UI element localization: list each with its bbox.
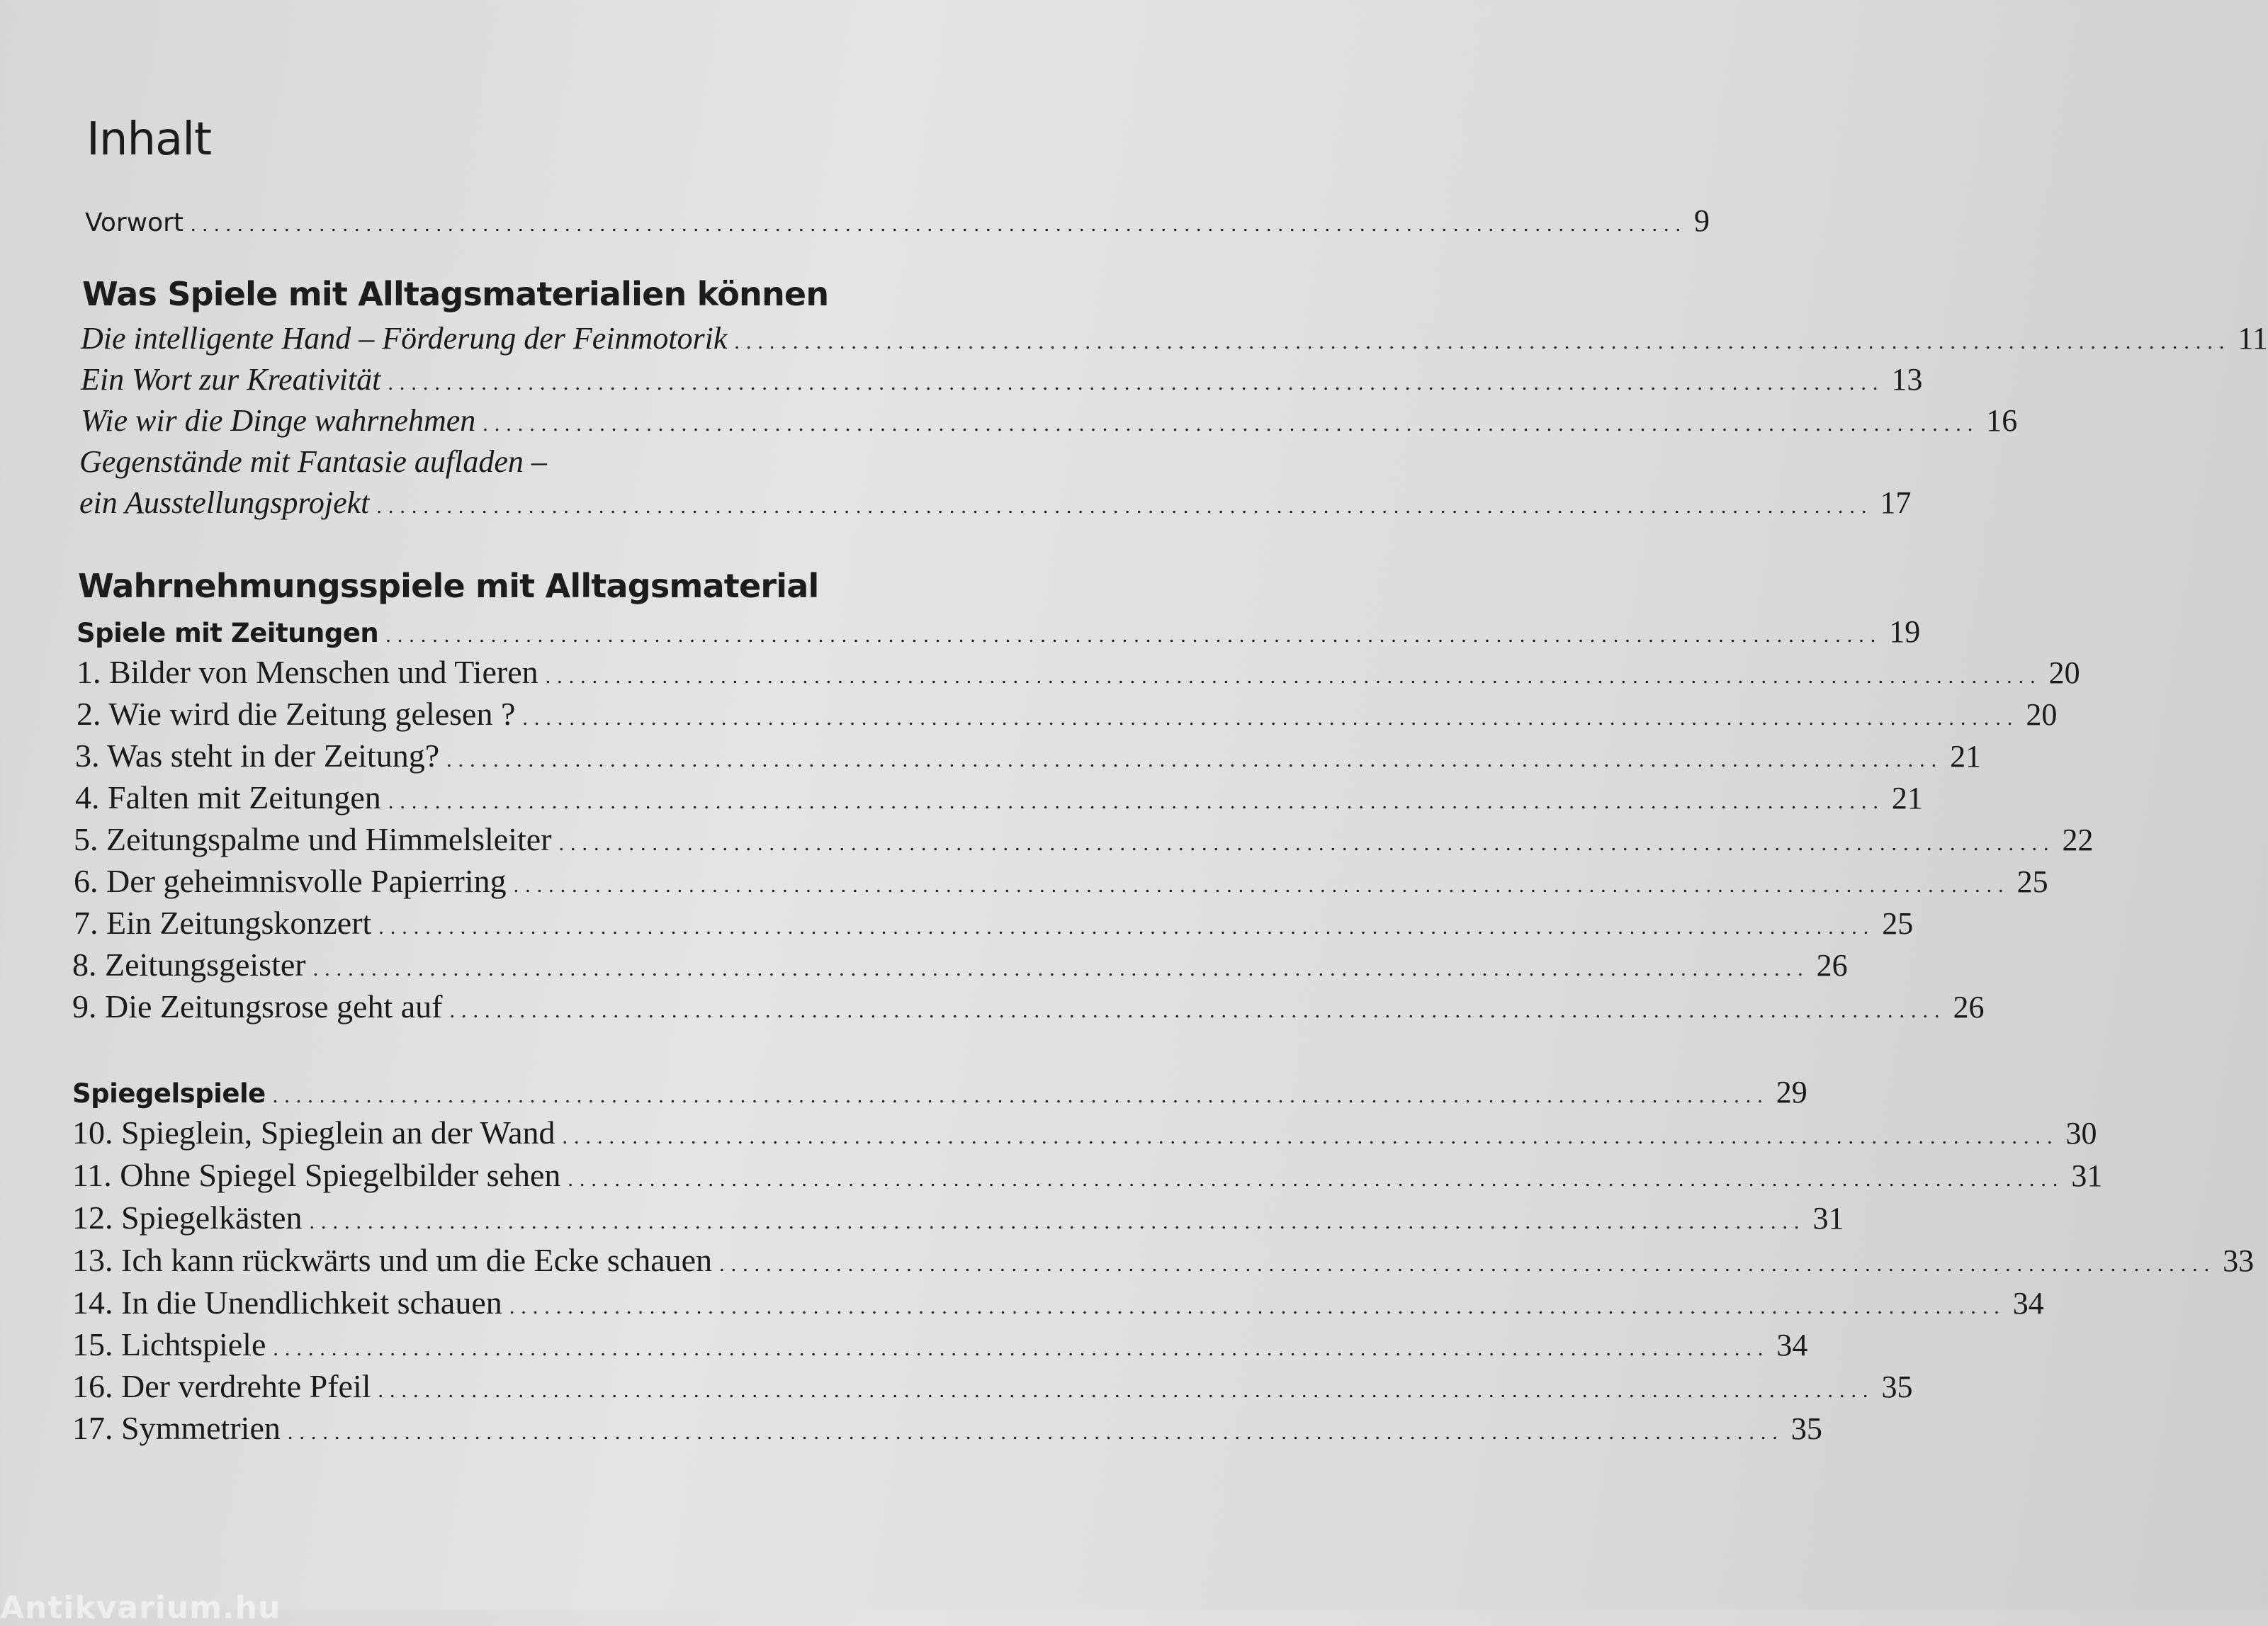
toc-entry bbox=[72, 988, 1985, 1025]
toc-entry bbox=[72, 1114, 2097, 1151]
toc-entry-label-line1: Gegenstände mit Fantasie aufladen – bbox=[79, 444, 547, 479]
page-number: 31 bbox=[1812, 1201, 1844, 1236]
toc-entry-label: 16. Der verdrehte Pfeil bbox=[72, 1368, 371, 1404]
leader-dots: ................................................................................................................................ bbox=[545, 665, 2042, 688]
toc-entry-label: 1. Bilder von Menschen und Tieren bbox=[77, 654, 538, 690]
toc-entry-label: 11. Ohne Spiegel Spiegelbilder sehen bbox=[72, 1157, 561, 1193]
leader-dots: ................................................................................................................................ bbox=[376, 495, 1873, 518]
toc-entry bbox=[72, 1199, 1844, 1236]
toc-entry bbox=[72, 946, 1848, 983]
toc-entry-label: Wie wir die Dinge wahrnehmen bbox=[81, 403, 476, 438]
toc-entry bbox=[77, 695, 2058, 733]
leader-dots: ................................................................................................................................ bbox=[191, 213, 1688, 236]
toc-entry bbox=[77, 653, 2080, 691]
toc-entry-label: Ein Wort zur Kreativität bbox=[81, 362, 381, 397]
toc-entry bbox=[75, 737, 1982, 774]
toc-entry bbox=[79, 485, 1912, 521]
toc-entry bbox=[74, 904, 1914, 942]
toc-entry-label: 8. Zeitungsgeister bbox=[72, 947, 306, 983]
page-number: 13 bbox=[1891, 362, 1923, 397]
toc-entry bbox=[72, 1367, 1913, 1405]
page-number: 11 bbox=[2238, 321, 2268, 356]
leader-dots: ................................................................................................................................ bbox=[522, 706, 2019, 730]
toc-entry bbox=[72, 1284, 2044, 1321]
toc-entry-label: 3. Was steht in der Zeitung? bbox=[75, 738, 440, 774]
page-number: 25 bbox=[2016, 864, 2048, 899]
toc-entry-label: Die intelligente Hand – Förderung der Feinmotorik bbox=[81, 321, 728, 356]
leader-dots: ................................................................................................................................ bbox=[309, 1210, 1806, 1233]
toc-entry bbox=[72, 1409, 1822, 1447]
leader-dots: ................................................................................................................................ bbox=[378, 915, 1875, 939]
toc-entry-label: 10. Spieglein, Spieglein an der Wand bbox=[72, 1114, 555, 1151]
toc-entry bbox=[75, 779, 1923, 816]
toc-entry-label: 5. Zeitungspalme und Himmelsleiter bbox=[74, 821, 552, 857]
toc-entry-label: 13. Ich kann rückwärts und um die Ecke schauen bbox=[72, 1242, 713, 1278]
toc-group-heading bbox=[77, 614, 1921, 650]
page-number: 29 bbox=[1776, 1075, 1807, 1110]
leader-dots: ................................................................................................................................ bbox=[446, 748, 1943, 772]
section-heading-1: Was Spiele mit Alltagsmaterialien können bbox=[82, 275, 829, 313]
toc-entry-label: 17. Symmetrien bbox=[72, 1410, 281, 1446]
leader-dots: ................................................................................................................................ bbox=[287, 1421, 1784, 1444]
page-number: 20 bbox=[2048, 655, 2080, 690]
toc-entry bbox=[72, 1241, 2255, 1279]
toc-entry bbox=[81, 320, 2268, 356]
toc-entry-label: Vorwort bbox=[85, 208, 184, 237]
page-number: 33 bbox=[2223, 1243, 2255, 1278]
page-number: 34 bbox=[2012, 1286, 2044, 1321]
toc-entry-vorwort bbox=[85, 203, 1710, 239]
watermark: Antikvarium.hu bbox=[0, 1590, 281, 1626]
toc-entry bbox=[81, 402, 2018, 439]
toc-entry-label: 15. Lichtspiele bbox=[72, 1326, 266, 1362]
toc-group-heading bbox=[72, 1074, 1807, 1110]
leader-dots: ................................................................................................................................ bbox=[273, 1337, 1770, 1360]
toc-entry-label: 7. Ein Zeitungskonzert bbox=[74, 905, 372, 941]
leader-dots: ................................................................................................................................ bbox=[558, 832, 2055, 855]
leader-dots: ................................................................................................................................ bbox=[272, 1084, 1769, 1107]
page-number: 30 bbox=[2065, 1116, 2097, 1151]
toc-entry bbox=[72, 1326, 1808, 1363]
toc-entry-label-line2: ein Ausstellungsprojekt bbox=[79, 485, 370, 520]
page-number: 22 bbox=[2062, 823, 2094, 857]
toc-entry-label: 6. Der geheimnisvolle Papierring bbox=[74, 863, 507, 899]
leader-dots: ................................................................................................................................ bbox=[562, 1125, 2059, 1148]
page-number: 31 bbox=[2071, 1158, 2103, 1193]
page-number: 25 bbox=[1882, 906, 1914, 941]
page-number: 17 bbox=[1880, 485, 1912, 520]
leader-dots: ................................................................................................................................ bbox=[385, 623, 1883, 647]
toc-group-label: Spiele mit Zeitungen bbox=[77, 618, 379, 648]
leader-dots: ................................................................................................................................ bbox=[509, 1295, 2006, 1319]
toc-entry-label: 4. Falten mit Zeitungen bbox=[75, 779, 381, 815]
toc-entry-label: 9. Die Zeitungsrose geht auf bbox=[72, 988, 443, 1024]
page-number: 35 bbox=[1790, 1411, 1822, 1446]
page-number: 16 bbox=[1986, 403, 2018, 438]
leader-dots: ................................................................................................................................ bbox=[734, 330, 2231, 354]
leader-dots: ................................................................................................................................ bbox=[568, 1168, 2065, 1191]
page-number: 19 bbox=[1889, 614, 1921, 649]
toc-entry bbox=[74, 862, 2048, 900]
toc-entry-label: 12. Spiegelkästen bbox=[72, 1199, 303, 1236]
toc-entry bbox=[72, 1156, 2103, 1194]
page-number: 20 bbox=[2026, 697, 2058, 732]
leader-dots: ................................................................................................................................ bbox=[513, 874, 2010, 897]
page-number: 21 bbox=[1891, 781, 1923, 815]
page-number: 34 bbox=[1776, 1328, 1808, 1362]
leader-dots: ................................................................................................................................ bbox=[312, 957, 1810, 981]
toc-group-label: Spiegelspiele bbox=[72, 1078, 266, 1109]
toc-entry bbox=[74, 820, 2094, 858]
toc-entry bbox=[81, 361, 1923, 397]
leader-dots: ................................................................................................................................ bbox=[388, 371, 1885, 395]
leader-dots: ................................................................................................................................ bbox=[449, 999, 1946, 1022]
page-number: 9 bbox=[1694, 203, 1710, 238]
page-number: 26 bbox=[1816, 948, 1848, 983]
leader-dots: ................................................................................................................................ bbox=[378, 1379, 1875, 1402]
page-number: 35 bbox=[1881, 1370, 1913, 1404]
leader-dots: ................................................................................................................................ bbox=[719, 1253, 2216, 1276]
page-number: 26 bbox=[1953, 990, 1985, 1024]
page-title: Inhalt bbox=[86, 113, 212, 166]
leader-dots: ................................................................................................................................ bbox=[388, 790, 1885, 813]
toc-entry-label: 14. In die Unendlichkeit schauen bbox=[72, 1285, 502, 1321]
toc-entry-label: 2. Wie wird die Zeitung gelesen ? bbox=[77, 696, 516, 732]
section-heading-2: Wahrnehmungsspiele mit Alltagsmaterial bbox=[78, 567, 819, 605]
leader-dots: ................................................................................................................................ bbox=[483, 412, 1980, 436]
page-number: 21 bbox=[1950, 739, 1982, 774]
